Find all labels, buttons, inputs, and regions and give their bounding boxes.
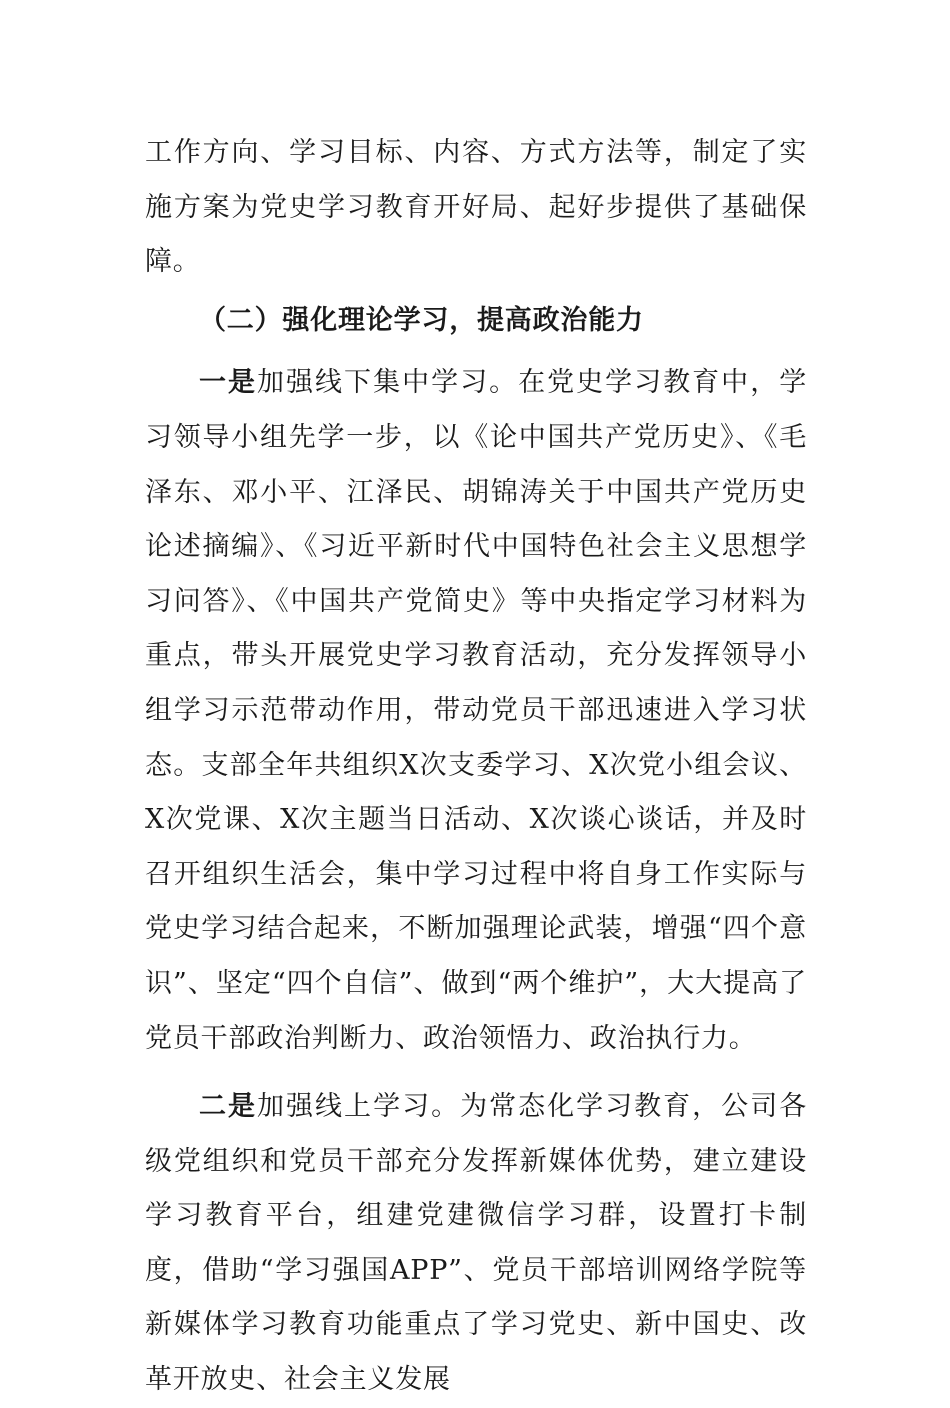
paragraph-body: 加强线下集中学习。在党史学习教育中，学习领导小组先学一步，以《论中国共产党历史》、《毛泽东、邓小平、江泽民、胡锦涛关于中国共产党历史论述摘编》、《习近平新时代中国特色社会主义思想学习问答》、《中国共产党简史》等中央指定学习材料为重点，带头开展党史学习教育活动，充分发挥领导小组学习示范带动作用，带动党员干部迅速进入学习状态。支部全年共组织X次支委学习、X次党小组会议、X次党课、X次主题当日活动、X次谈心谈话，并及时召开组织生活会，集中学习过程中将自身工作实际与党史学习结合起来，不断加强理论武装，增强“四个意识”、坚定“四个自信”、做到“两个维护”，大大提高了党员干部政治判断力、政治领悟力、政治执行力。 xyxy=(145,367,807,1054)
paragraph-online-study xyxy=(145,1080,807,1408)
paragraph-lead: 一是 xyxy=(199,367,258,399)
paragraph-body: 加强线上学习。为常态化学习教育，公司各级党组织和党员干部充分发挥新媒体优势，建立建设学习教育平台，组建党建微信学习群，设置打卡制度，借助“学习强国APP”、党员干部培训网络学院等新媒体学习教育功能重点了学习党史、新中国史、改革开放史、社会主义发展 xyxy=(145,1091,807,1396)
paragraph-lead: 二是 xyxy=(199,1091,258,1123)
paragraph-continued: 工作方向、学习目标、内容、方式方法等，制定了实施方案为党史学习教育开好局、起好步提供了基础保障。 xyxy=(145,137,807,278)
paragraph-offline-study xyxy=(145,356,807,1066)
document-body xyxy=(145,126,807,1408)
section-heading: （二）强化理论学习，提高政治能力 xyxy=(199,304,644,336)
